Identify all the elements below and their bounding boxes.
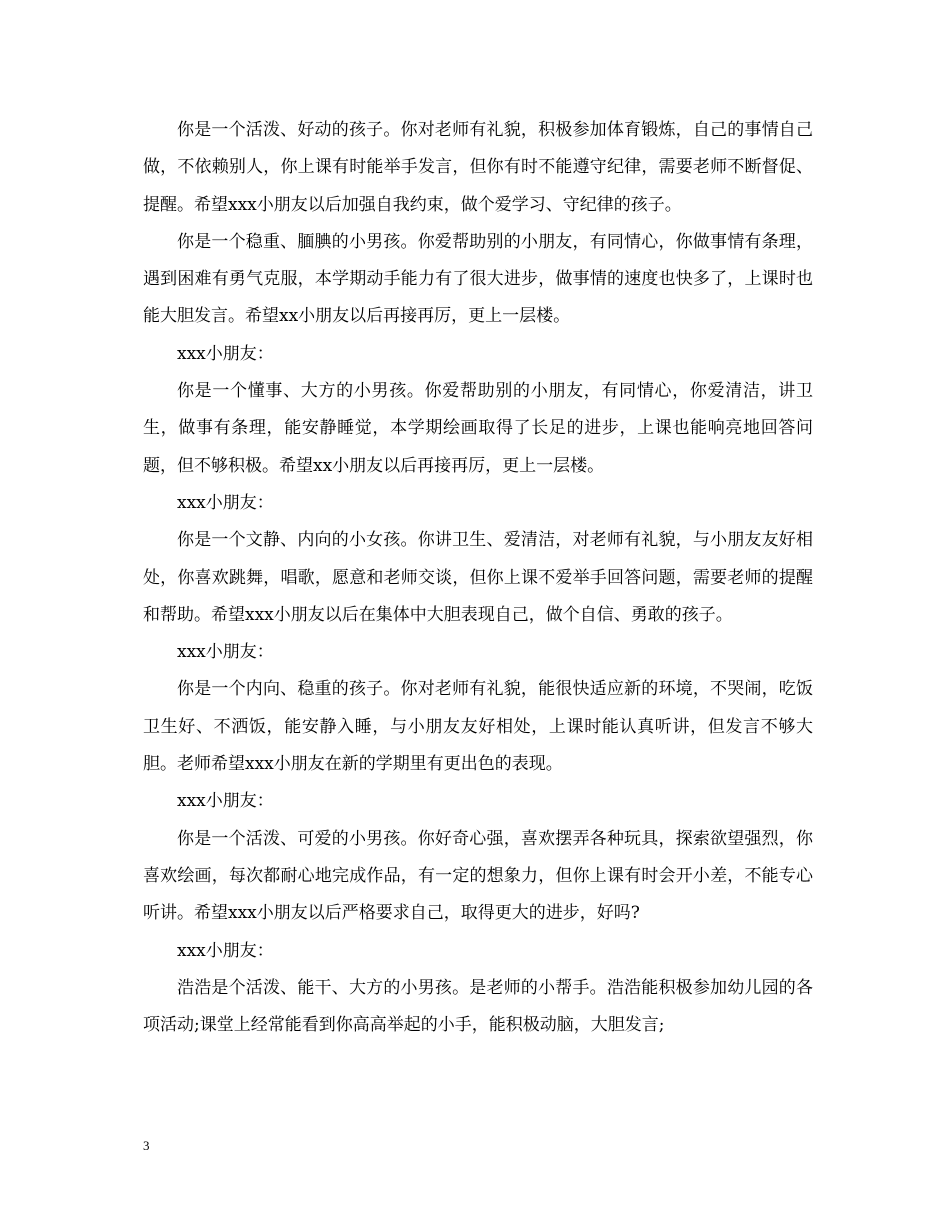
paragraph: 你是一个懂事、大方的小男孩。你爱帮助别的小朋友，有同情心，你爱清洁，讲卫生，做事有条理，能安静睡觉，本学期绘画取得了长足的进步，上课也能响亮地回答问题，但不够积极。希望xx小朋友以后再接再厉，更上一层楼。 <box>143 381 813 476</box>
salutation: xxx小朋友： <box>177 642 274 663</box>
paragraph: 你是一个稳重、腼腆的小男孩。你爱帮助别的小朋友，有同情心，你做事情有条理，遇到困难有勇气克服，本学期动手能力有了很大进步，做事情的速度也快多了，上课时也能大胆发言。希望xx小朋友以后再接再厉，更上一层楼。 <box>143 231 813 327</box>
salutation: xxx小朋友： <box>177 791 274 812</box>
page-number: 3 <box>143 1138 150 1153</box>
salutation: xxx小朋友： <box>177 492 274 513</box>
paragraph: 你是一个内向、稳重的孩子。你对老师有礼貌，能很快适应新的环境，不哭闹，吃饭卫生好、不洒饭，能安静入睡，与小朋友友好相处，上课时能认真听讲，但发言不够大胆。老师希望xxx小朋友在新的学期里有更出色的表现。 <box>143 679 813 775</box>
paragraph: 你是一个活泼、可爱的小男孩。你好奇心强，喜欢摆弄各种玩具，探索欲望强烈，你喜欢绘画，每次都耐心地完成作品，有一定的想象力，但你上课有时会开小差，不能专心听讲。希望xxx小朋友以后严格要求自己，取得更大的进步，好吗? <box>143 828 813 924</box>
salutation: xxx小朋友： <box>177 940 274 961</box>
paragraph: 浩浩是个活泼、能干、大方的小男孩。是老师的小帮手。浩浩能积极参加幼儿园的各项活动;课堂上经常能看到你高高举起的小手，能积极动脑，大胆发言; <box>143 977 813 1036</box>
salutation: xxx小朋友： <box>177 343 274 364</box>
paragraph: 你是一个文静、内向的小女孩。你讲卫生、爱清洁，对老师有礼貌，与小朋友友好相处，你喜欢跳舞，唱歌，愿意和老师交谈，但你上课不爱举手回答问题，需要老师的提醒和帮助。希望xxx小朋友以后在集体中大胆表现自己，做个自信、勇敢的孩子。 <box>143 530 813 625</box>
paragraph: 你是一个活泼、好动的孩子。你对老师有礼貌，积极参加体育锻炼，自己的事情自己做，不依赖别人，你上课有时能举手发言，但你有时不能遵守纪律，需要老师不断督促、提醒。希望xxx小朋友以后加强自我约束，做个爱学习、守纪律的孩子。 <box>143 120 813 215</box>
body-text <box>143 112 813 1044</box>
